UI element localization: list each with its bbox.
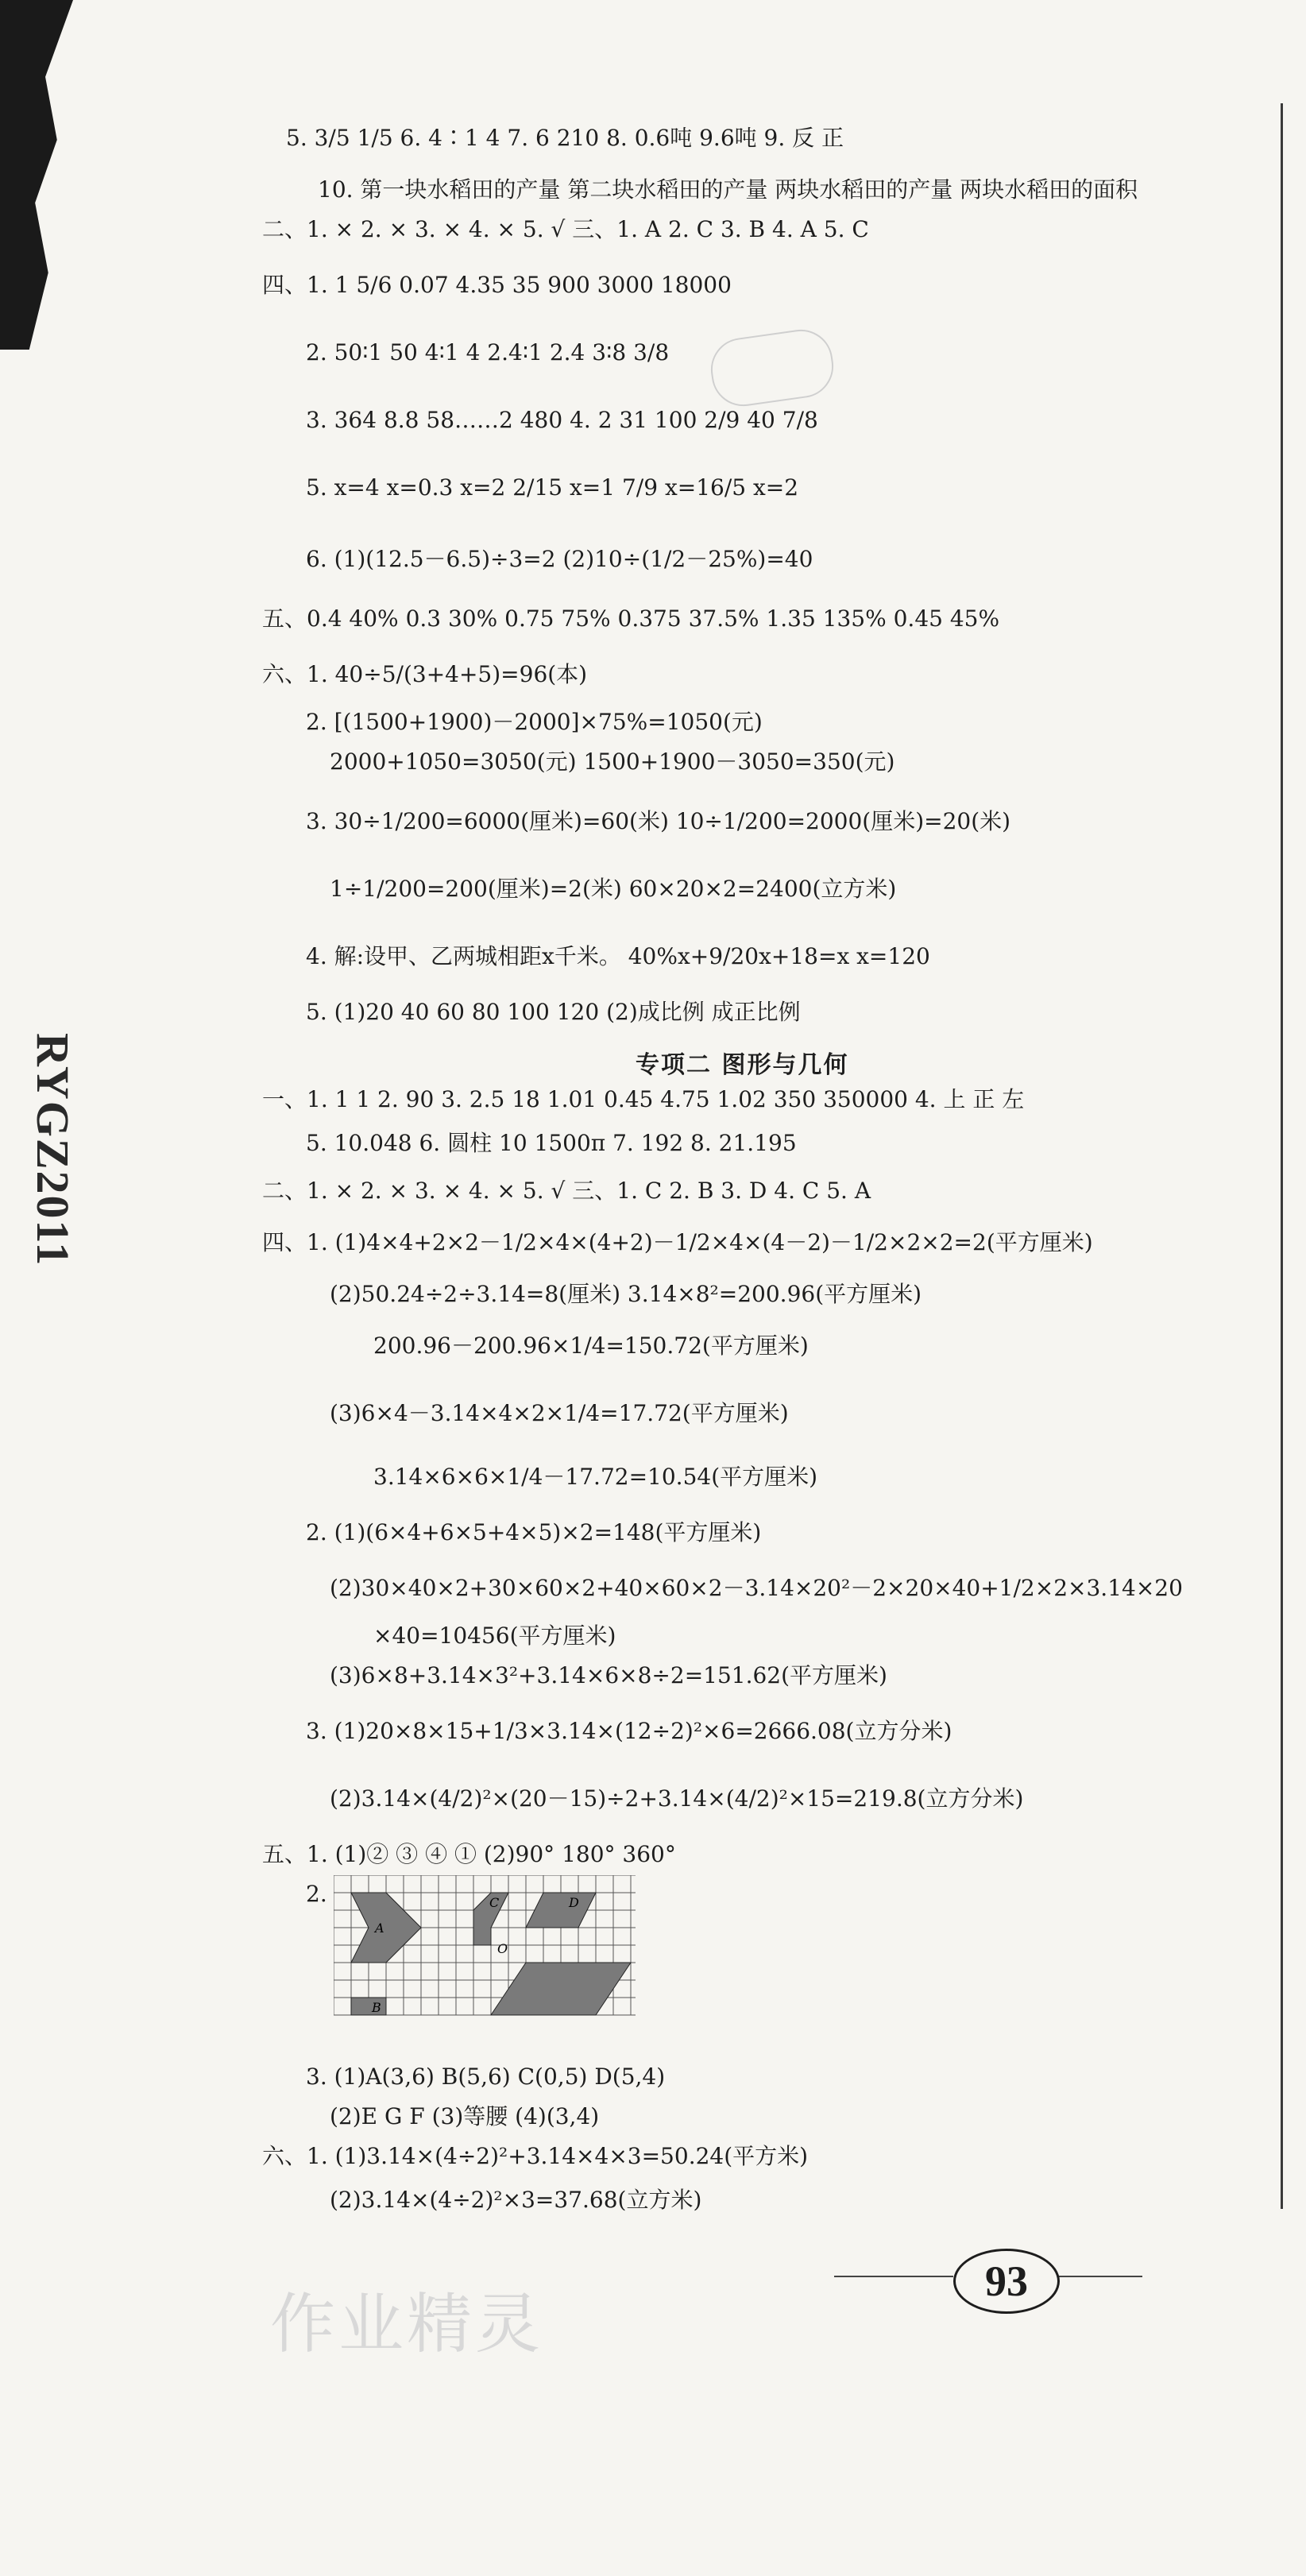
answer-line-25: 2. (1)(6×4+6×5+4×5)×2=148(平方厘米) <box>306 1519 762 1545</box>
ornament-left <box>834 2276 953 2277</box>
label-o: O <box>497 1941 508 1956</box>
answer-line-28: (3)6×8+3.14×3²+3.14×6×8÷2=151.62(平方厘米) <box>330 1662 887 1688</box>
answer-line-16: 5. (1)20 40 60 80 100 120 (2)成比例 成正比例 <box>306 999 801 1025</box>
answer-line-9: 五、0.4 40% 0.3 30% 0.75 75% 0.375 37.5% 1.35 135% 0.45 45% <box>262 605 1000 632</box>
shape-parallelogram <box>491 1963 631 2015</box>
answer-line-29: 3. (1)20×8×15+1/3×3.14×(12÷2)²×6=2666.08(立方分米) <box>306 1718 952 1744</box>
watermark: 作业精灵 <box>270 2287 544 2362</box>
answer-line-35: 六、1. (1)3.14×(4÷2)²+3.14×4×3=50.24(平方米) <box>262 2143 809 2169</box>
answer-line-4: 四、1. 1 5/6 0.07 4.35 35 900 3000 18000 <box>262 272 732 298</box>
answer-line-21: (2)50.24÷2÷3.14=8(厘米) 3.14×8²=200.96(平方厘米) <box>330 1281 922 1307</box>
answer-line-32: 2. <box>306 1881 327 1907</box>
answer-line-22: 200.96－200.96×1/4=150.72(平方厘米) <box>373 1332 809 1359</box>
answer-line-13: 3. 30÷1/200=6000(厘米)=60(米) 10÷1/200=2000(厘米)=20(米) <box>306 808 1011 834</box>
answer-line-31: 五、1. (1)② ③ ④ ① (2)90° 180° 360° <box>262 1841 676 1867</box>
answer-line-19: 二、1. × 2. × 3. × 4. × 5. √ 三、1. C 2. B 3. D 4. C 5. A <box>262 1178 871 1204</box>
answer-line-26: (2)30×40×2+30×60×2+40×60×2－3.14×20²－2×20×40+1/2×2×3.14×20 <box>330 1575 1183 1601</box>
label-a: A <box>375 1920 384 1936</box>
answer-line-20: 四、1. (1)4×4+2×2－1/2×4×(4+2)－1/2×4×(4－2)－1/2×2×2=2(平方厘米) <box>262 1229 1093 1255</box>
answer-line-1: 5. 3/5 1/5 6. 4∶1 4 7. 6 210 8. 0.6吨 9.6吨 9. 反 正 <box>286 125 844 151</box>
answer-line-5: 2. 50∶1 50 4∶1 4 2.4∶1 2.4 3∶8 3/8 <box>306 339 670 366</box>
answer-line-7: 5. x=4 x=0.3 x=2 2/15 x=1 7/9 x=16/5 x=2 <box>306 474 799 501</box>
answer-line-17: 一、1. 1 1 2. 90 3. 2.5 18 1.01 0.45 4.75 1.02 350 350000 4. 上 正 左 <box>262 1086 1025 1112</box>
label-d: D <box>569 1895 579 1910</box>
scan-dark-edge <box>0 0 73 350</box>
right-rule-line <box>1281 103 1283 2209</box>
ornament-right <box>1055 2276 1142 2277</box>
answer-line-33: 3. (1)A(3,6) B(5,6) C(0,5) D(5,4) <box>306 2064 666 2090</box>
faint-stamp <box>707 326 837 411</box>
answer-line-11: 2. [(1500+1900)－2000]×75%=1050(元) <box>306 709 763 735</box>
answer-line-2: 10. 第一块水稻田的产量 第二块水稻田的产量 两块水稻田的产量 两块水稻田的面积 <box>318 176 1138 203</box>
answer-line-36: (2)3.14×(4÷2)²×3=37.68(立方米) <box>330 2187 702 2213</box>
answer-line-14: 1÷1/200=200(厘米)=2(米) 60×20×2=2400(立方米) <box>330 876 897 902</box>
section-title: 专项二 图形与几何 <box>636 1051 849 1079</box>
shape-d <box>526 1893 596 1928</box>
answer-line-27: ×40=10456(平方厘米) <box>373 1623 616 1649</box>
answer-line-34: (2)E G F (3)等腰 (4)(3,4) <box>330 2103 600 2129</box>
grid-figure <box>334 1875 636 2018</box>
answer-line-18: 5. 10.048 6. 圆柱 10 1500π 7. 192 8. 21.195 <box>306 1130 797 1156</box>
label-c: C <box>489 1895 500 1910</box>
answer-line-12: 2000+1050=3050(元) 1500+1900－3050=350(元) <box>330 748 895 775</box>
page-number: 93 <box>953 2249 1060 2314</box>
answer-line-6: 3. 364 8.8 58……2 480 4. 2 31 100 2/9 40 7/8 <box>306 407 818 433</box>
answer-line-10: 六、1. 40÷5/(3+4+5)=96(本) <box>262 661 588 687</box>
answer-line-24: 3.14×6×6×1/4－17.72=10.54(平方厘米) <box>373 1464 818 1490</box>
margin-code: RYGZ2011 <box>27 1033 79 1267</box>
answer-line-30: (2)3.14×(4/2)²×(20－15)÷2+3.14×(4/2)²×15=219.8(立方分米) <box>330 1785 1024 1812</box>
answer-line-23: (3)6×4－3.14×4×2×1/4=17.72(平方厘米) <box>330 1400 789 1426</box>
answer-line-3: 二、1. × 2. × 3. × 4. × 5. √ 三、1. A 2. C 3. B 4. A 5. C <box>262 216 869 242</box>
answer-line-8: 6. (1)(12.5－6.5)÷3=2 (2)10÷(1/2－25%)=40 <box>306 546 813 572</box>
label-b: B <box>372 2000 381 2015</box>
answer-line-15: 4. 解:设甲、乙两城相距x千米。 40%x+9/20x+18=x x=120 <box>306 943 930 969</box>
